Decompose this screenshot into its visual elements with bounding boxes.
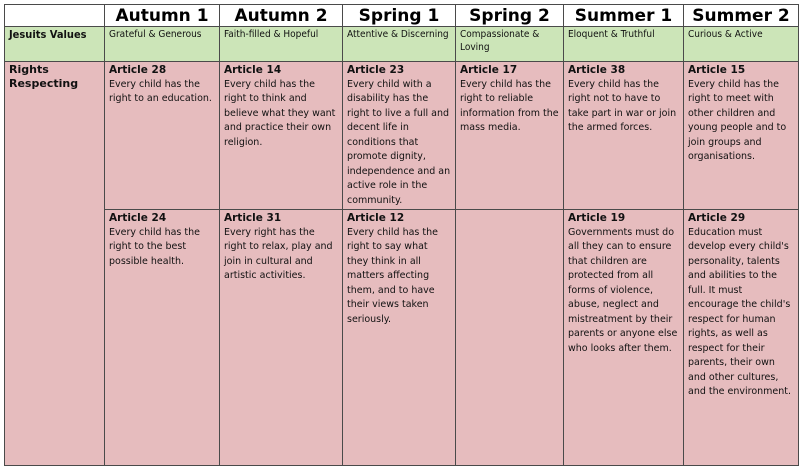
term-header: Summer 2 <box>684 5 799 27</box>
article-number: Article 28 <box>109 64 167 76</box>
article-number: Article 15 <box>688 64 746 76</box>
article-cell <box>564 62 684 210</box>
article-text: Every child has the right to think and believe what they want and practice their own religion. <box>224 78 336 148</box>
rights-row-1 <box>5 62 799 210</box>
header-row <box>5 5 799 27</box>
article-cell <box>456 62 564 210</box>
row-label: Jesuits Values <box>5 27 105 62</box>
article-text: Governments must do all they can to ensure that children are protected from all forms of violence, abuse, neglect and mistreatment by their parents or anyone else who looks after them. <box>568 226 678 354</box>
term-header: Spring 2 <box>456 5 564 27</box>
article-cell <box>105 62 220 210</box>
article-text: Every child with a disability has the right to live a full and decent life in conditions that promote dignity, independence and an active role in the community. <box>347 78 451 206</box>
article-text: Every child has the right to meet with other children and young people and to join groups and organisations. <box>688 78 787 162</box>
article-number: Article 24 <box>109 212 167 224</box>
article-text: Every child has the right to an education. <box>109 78 212 104</box>
article-number: Article 14 <box>224 64 282 76</box>
article-text: Every child has the right not to have to take part in war or join the armed forces. <box>568 78 677 133</box>
article-text: Education must develop every child's personality, talents and abilities to the full. It must encourage the child's respect for human rights, as well as respect for their parents, their own and other cultures, and the environment. <box>688 226 792 397</box>
jesuit-values-row <box>5 27 799 62</box>
article-cell <box>220 62 343 210</box>
article-cell <box>343 210 456 466</box>
article-number: Article 12 <box>347 212 405 224</box>
curriculum-table <box>4 4 799 466</box>
value-cell: Grateful & Generous <box>105 27 220 62</box>
article-number: Article 31 <box>224 212 282 224</box>
value-cell: Attentive & Discerning <box>343 27 456 62</box>
value-cell: Compassionate & Loving <box>456 27 564 62</box>
article-cell <box>564 210 684 466</box>
article-number: Article 19 <box>568 212 626 224</box>
article-cell-empty <box>456 210 564 466</box>
article-cell <box>343 62 456 210</box>
article-text: Every child has the right to reliable information from the mass media. <box>460 78 559 133</box>
article-number: Article 29 <box>688 212 746 224</box>
article-number: Article 23 <box>347 64 405 76</box>
article-cell <box>684 210 799 466</box>
article-cell <box>220 210 343 466</box>
term-header: Autumn 1 <box>105 5 220 27</box>
row-label: Rights Respecting <box>5 62 105 466</box>
rights-row-2 <box>5 210 799 466</box>
term-header: Spring 1 <box>343 5 456 27</box>
header-corner <box>5 5 105 27</box>
article-cell <box>105 210 220 466</box>
term-header: Summer 1 <box>564 5 684 27</box>
value-cell: Curious & Active <box>684 27 799 62</box>
article-number: Article 17 <box>460 64 518 76</box>
article-text: Every child has the right to the best possible health. <box>109 226 200 267</box>
value-cell: Eloquent & Truthful <box>564 27 684 62</box>
article-text: Every child has the right to say what they think in all matters affecting them, and to have their views taken seriously. <box>347 226 438 325</box>
article-text: Every right has the right to relax, play and join in cultural and artistic activities. <box>224 226 333 281</box>
term-header: Autumn 2 <box>220 5 343 27</box>
article-cell <box>684 62 799 210</box>
article-number: Article 38 <box>568 64 626 76</box>
value-cell: Faith-filled & Hopeful <box>220 27 343 62</box>
